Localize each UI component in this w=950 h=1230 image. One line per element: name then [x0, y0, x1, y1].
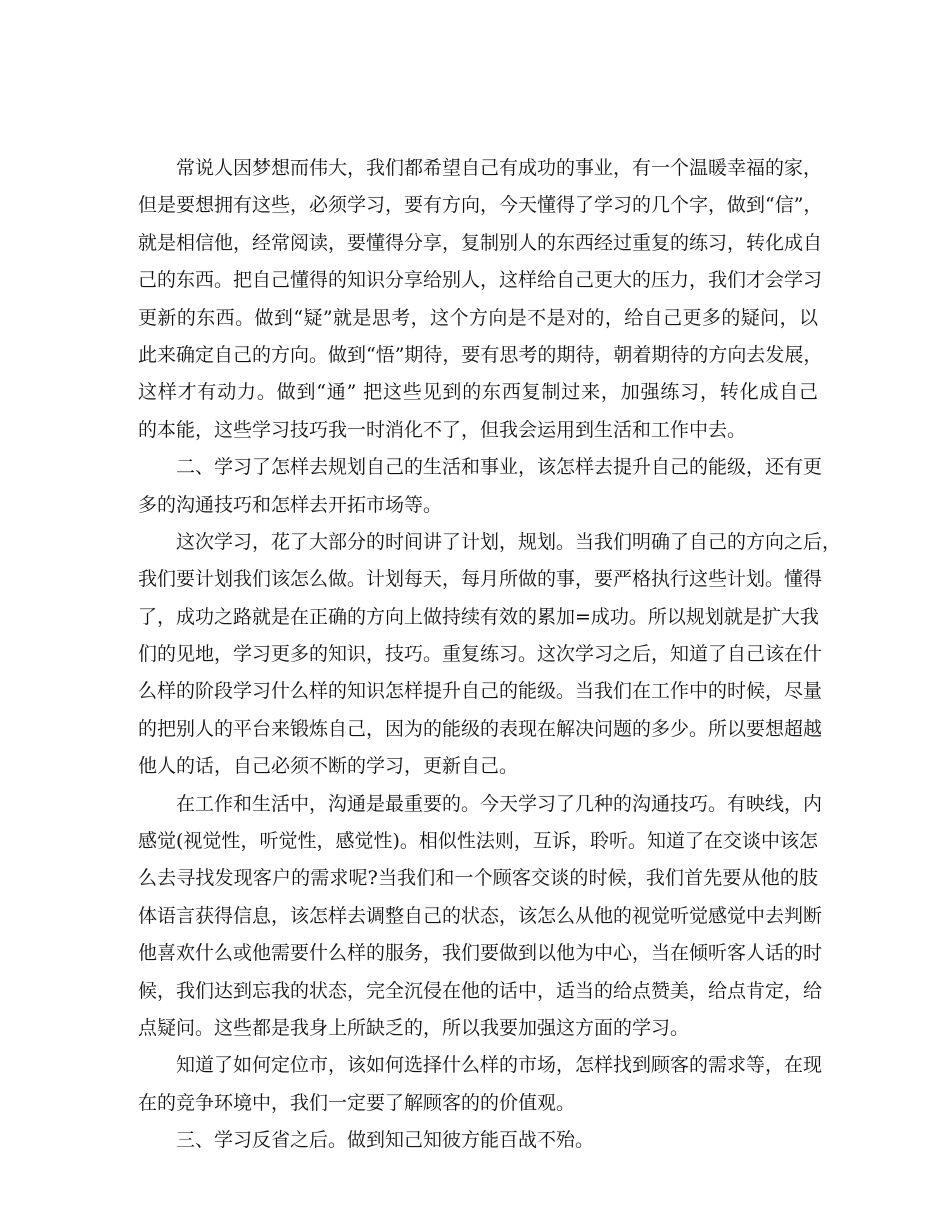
paragraph-4: [138, 786, 823, 1048]
text-line: 这次学习，花了大部分的时间讲了计划，规划。当我们明确了自己的方向之后，: [176, 530, 842, 553]
text-line: 点疑问。这些都是我身上所缺乏的，所以我要加强这方面的学习。: [138, 1016, 690, 1039]
text-line: 更新的东西。做到“疑”就是思考，这个方向是不是对的，给自己更多的疑问，以: [138, 306, 818, 329]
text-line: 我们要计划我们该怎么做。计划每天，每月所做的事，要严格执行这些计划。懂得: [138, 568, 823, 591]
text-line: 体语言获得信息，该怎样去调整自己的状态，该怎么从他的视觉听觉感觉中去判断: [138, 904, 823, 927]
text-line: 但是要想拥有这些，必须学习，要有方向，今天懂得了学习的几个字，做到“信”，: [138, 194, 823, 217]
text-line: 此来确定自己的方向。做到“悟”期待，要有思考的期待，朝着期待的方向去发展，: [138, 343, 823, 366]
text-line: 感觉(视觉性，听觉性，感觉性)。相似性法则，互诉，聆听。知道了在交谈中该怎: [138, 830, 818, 853]
text-line: 么样的阶段学习什么样的知识怎样提升自己的能级。当我们在工作中的时候，尽量: [138, 680, 823, 703]
document-body: [138, 150, 842, 1160]
paragraph-5: [138, 1047, 823, 1122]
text-line: 二、学习了怎样去规划自己的生活和事业，该怎样去提升自己的能级，还有更: [176, 456, 823, 479]
paragraph-2: [138, 449, 823, 524]
text-line: 的把别人的平台来锻炼自己，因为的能级的表现在解决问题的多少。所以要想超越: [138, 717, 823, 740]
text-line: 他喜欢什么或他需要什么样的服务，我们要做到以他为中心，当在倾听客人话的时: [138, 942, 823, 965]
text-line: 这样才有动力。做到“通” 把这些见到的东西复制过来，加强练习，转化成自己: [138, 381, 818, 404]
text-line: 的本能，这些学习技巧我一时消化不了，但我会运用到生活和工作中去。: [138, 418, 747, 441]
paragraph-6: [138, 1122, 818, 1159]
text-line: 多的沟通技巧和怎样去开拓市场等。: [138, 493, 443, 516]
text-line: 己的东西。把自己懂得的知识分享给别人，这样给自己更大的压力，我们才会学习: [138, 269, 823, 292]
text-line: 三、学习反省之后。做到知己知彼方能百战不殆。: [176, 1129, 595, 1152]
text-line: 在工作和生活中，沟通是最重要的。今天学习了几种的沟通技巧。有映线，内: [176, 792, 823, 815]
text-line: 就是相信他，经常阅读，要懂得分享，复制别人的东西经过重复的练习，转化成自: [138, 231, 823, 254]
paragraph-1: [138, 150, 823, 449]
text-line: 候，我们达到忘我的状态，完全沉侵在他的话中，适当的给点赞美，给点肯定，给: [138, 979, 823, 1002]
text-line: 常说人因梦想而伟大，我们都希望自己有成功的事业，有一个温暖幸福的家，: [176, 157, 823, 179]
text-line: 在的竞争环境中，我们一定要了解顾客的的价值观。: [138, 1091, 576, 1114]
text-line: 了，成功之路就是在正确的方向上做持续有效的累加=成功。所以规划就是扩大我: [138, 605, 819, 628]
paragraph-3: [138, 524, 842, 786]
text-line: 么去寻找发现客户的需求呢?当我们和一个顾客交谈的时候，我们首先要从他的肢: [138, 867, 818, 890]
text-line: 们的见地，学习更多的知识，技巧。重复练习。这次学习之后，知道了自己该在什: [138, 643, 823, 666]
text-line: 知道了如何定位市，该如何选择什么样的市场，怎样找到顾客的需求等，在现: [176, 1054, 823, 1077]
text-line: 他人的话，自己必须不断的学习，更新自己。: [138, 755, 519, 778]
